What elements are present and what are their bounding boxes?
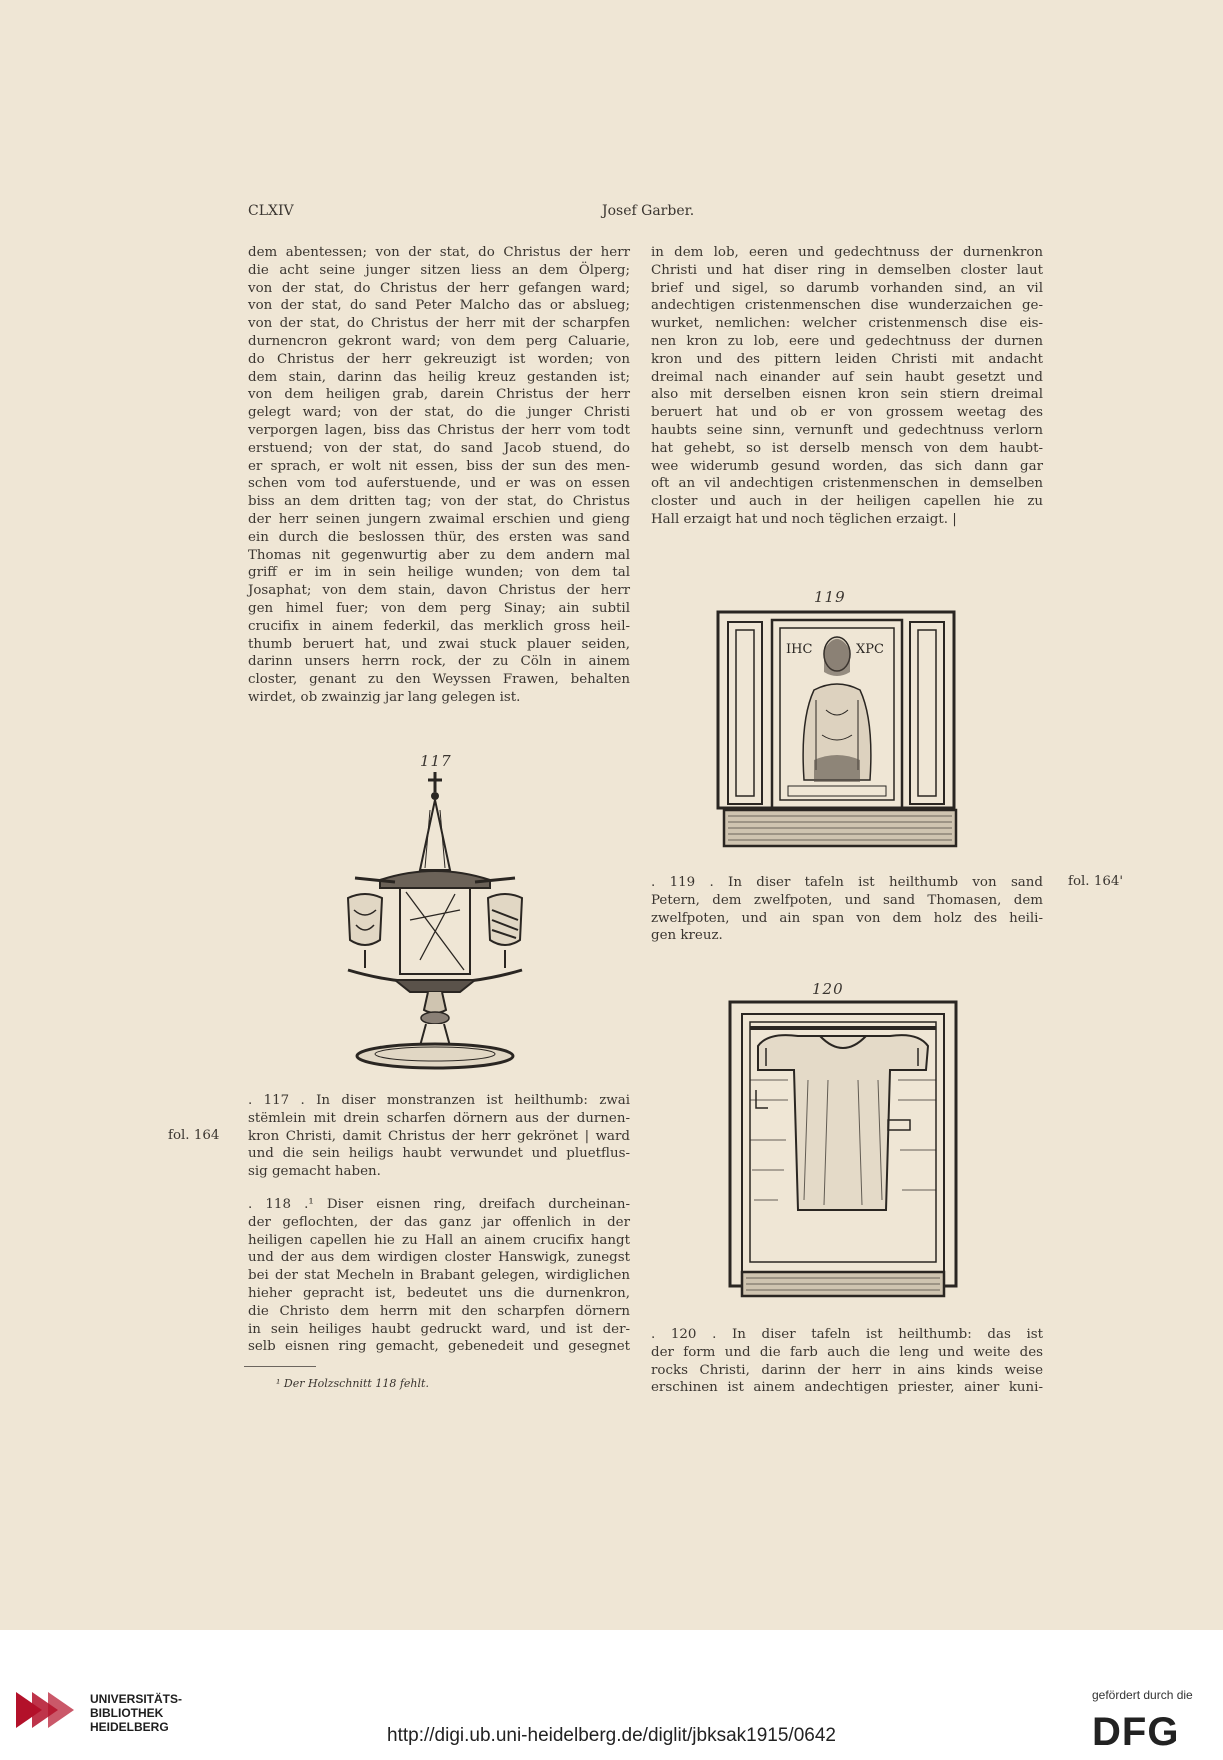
footnote-rule — [244, 1366, 316, 1367]
library-line-3: HEIDELBERG — [90, 1720, 169, 1734]
text-line: die Christo dem herrn mit den scharpfen dörnern — [248, 1303, 630, 1319]
text-line: von der stat, do Christus der herr mit der scharpfen — [248, 316, 630, 332]
text-line: hieher gepracht ist, bedeutet uns die durnenkron, — [248, 1285, 630, 1301]
text-line: gen kreuz. — [651, 928, 723, 944]
text-line: selb eisnen ring gemacht, gebenedeit und gesegnet — [248, 1339, 630, 1355]
figure-117-woodcut — [340, 770, 530, 1072]
text-line: also mit derselben eisnen kron sein stiern dreimal — [651, 387, 1043, 403]
text-line: dem stain, darinn das heilig kreuz gestanden ist; — [248, 369, 630, 385]
library-line-1: UNIVERSITÄTS- — [90, 1692, 183, 1706]
text-line: thumb beruert hat, und zwai stuck plauer seiden, — [248, 636, 630, 652]
caption-119 — [651, 874, 1043, 945]
text-line: in dem lob, eeren und gedechtnuss der durnenkron — [651, 245, 1043, 260]
text-line: beruert hat und ob er von grossem weetag des — [651, 405, 1043, 421]
text-line: Petern, dem zwelfpoten, und sand Thomasen, dem — [651, 892, 1043, 908]
text-line: dem abentessen; von der stat, do Christus der herr — [248, 245, 630, 260]
text-line: . 117 . In diser monstranzen ist heilthumb: zwai — [248, 1093, 630, 1108]
running-head-author: Josef Garber. — [602, 203, 695, 219]
source-url-link[interactable]: http://digi.ub.uni-heidelberg.de/diglit/jbksak1915/0642 — [387, 1725, 836, 1746]
caption-118 — [248, 1196, 630, 1356]
figure-117-number: 117 — [420, 752, 452, 770]
text-line: und der aus dem wirdigen closter Hanswigk, zunegst — [248, 1250, 630, 1266]
text-line: closter, genant zu den Weyssen Frawen, behalten — [248, 672, 630, 688]
text-line: . 120 . In diser tafeln ist heilthumb: das ist — [651, 1327, 1043, 1342]
text-line: Josaphat; von dem stain, davon Christus der herr — [248, 583, 630, 599]
left-column-text — [248, 244, 630, 707]
text-line: heiligen capellen hie zu Hall an ainem crucifix hangt — [248, 1232, 630, 1248]
text-line: bei der stat Mecheln in Brabant gelegen, wirdiglichen — [248, 1268, 630, 1284]
text-line: schen vom tod auferstuende, und er was on essen — [248, 476, 630, 492]
text-line: der form und die farb auch die leng und weite des — [651, 1344, 1043, 1360]
text-line: . 119 . In diser tafeln ist heilthumb von sand — [651, 875, 1043, 890]
text-line: der geflochten, der das ganz jar offenlich in der — [248, 1214, 630, 1230]
figure-119-number: 119 — [814, 588, 846, 606]
text-line: wurket, nemlichen: welcher cristenmensch dise eis- — [651, 316, 1043, 332]
text-line: nen kron zu lob, eere und gedechtnuss der durnen — [651, 333, 1043, 349]
figure-120-number: 120 — [812, 980, 844, 998]
text-line: er sprach, er wolt nit essen, biss der sun des men- — [248, 458, 630, 474]
figure-119-inscription-left: IHC — [786, 642, 813, 657]
text-line: von der stat, do sand Peter Malcho das or abslueg; — [248, 298, 630, 314]
text-line: kron Christi, damit Christus der herr gekrönet | ward — [248, 1128, 630, 1144]
text-line: erschinen ist ainem andechtigen priester, ainer kuni- — [651, 1380, 1043, 1396]
text-line: gen himel fuer; von dem perg Sinay; ain subtil — [248, 600, 630, 616]
text-line: wirdet, ob zwainzig jar lang gelegen ist. — [248, 689, 521, 705]
text-line: do Christus der herr gekreuzigt ist worden; von — [248, 351, 630, 367]
text-line: closter und auch in der heiligen capellen hie zu — [651, 494, 1043, 510]
text-line: andechtigen cristenmenschen dise wunderzaichen ge- — [651, 298, 1043, 314]
figure-119-woodcut — [716, 610, 964, 850]
text-line: erstuend; von der stat, do sand Jacob stuend, do — [248, 440, 630, 456]
text-line: biss an dem dritten tag; von der stat, do Christus — [248, 494, 630, 510]
text-line: hat gehebt, so ist derselb mensch von dem haubt- — [651, 440, 1043, 456]
text-line: gelegt ward; von der stat, do die junger Christi — [248, 405, 630, 421]
text-line: zwelfpoten, und ain span von dem holz des heili- — [651, 910, 1043, 926]
figure-120-woodcut — [728, 1000, 960, 1300]
text-line: von dem heiligen grab, darein Christus der herr — [248, 387, 630, 403]
text-line: und die sein heiligs haubt verwundet und pluetflus- — [248, 1146, 630, 1162]
text-line: rocks Christi, darinn der herr in ains kinds weise — [651, 1362, 1043, 1378]
text-line: sig gemacht haben. — [248, 1164, 381, 1180]
footnote: ¹ Der Holzschnitt 118 fehlt. — [276, 1377, 429, 1390]
figure-119-inscription-right: XPC — [856, 642, 884, 657]
text-line: Hall erzaigt hat und noch tëglichen erzaigt. | — [651, 511, 957, 527]
margin-note-left: fol. 164 — [168, 1128, 220, 1143]
right-column-text — [651, 244, 1043, 529]
text-line: ein durch die beslossen thür, des ersten was sand — [248, 529, 630, 545]
text-line: griff er im in sein heilige wunden; von dem tal — [248, 565, 630, 581]
caption-117 — [248, 1092, 630, 1181]
text-line: die acht seine junger sitzen liess an dem Ölperg; — [248, 262, 630, 278]
text-line: stëmlein mit drein scharfen dörnern aus der durnen- — [248, 1110, 630, 1126]
margin-note-right: fol. 164' — [1068, 874, 1124, 889]
text-line: der herr seinen jungern zwaimal erschien und gieng — [248, 511, 630, 527]
text-line: brief und sigel, so darumb vorhanden sind, an vil — [651, 280, 1043, 296]
text-line: von der stat, do Christus der herr gefangen ward; — [248, 280, 630, 296]
text-line: crucifix in ainem federkil, das merklich gross heil- — [248, 618, 630, 634]
text-line: darinn unsers herrn rock, der zu Cöln in ainem — [248, 654, 630, 670]
text-line: kron und des pittern leiden Christi mit andacht — [651, 351, 1043, 367]
text-line: haubts seine sinn, vernunft und gedechtnuss verlorn — [651, 422, 1043, 438]
text-line: oft an vil andechtigen cristenmenschen in demselben — [651, 476, 1043, 492]
text-line: . 118 .¹ Diser eisnen ring, dreifach durcheinan- — [248, 1197, 630, 1212]
text-line: verporgen lagen, biss das Christus der herr vom todt — [248, 422, 630, 438]
library-line-2: BIBLIOTHEK — [90, 1706, 164, 1720]
caption-120 — [651, 1326, 1043, 1397]
funding-caption: gefördert durch die — [1092, 1688, 1193, 1702]
page-folio: CLXIV — [248, 203, 294, 219]
text-line: dreimal nach einander auf sein haubt gesetzt und — [651, 369, 1043, 385]
text-line: durnencron gekront ward; von dem perg Caluarie, — [248, 333, 630, 349]
dfg-logo: DFG — [1092, 1710, 1180, 1754]
text-line: in sein heiliges haubt gedruckt ward, und ist der- — [248, 1321, 630, 1337]
text-line: Christi und hat diser ring in demselben closter laut — [651, 262, 1043, 278]
text-line: Thomas nit gegenwurtig aber zu dem andern mal — [248, 547, 630, 563]
text-line: wee widerumb gesund worden, das sich dann gar — [651, 458, 1043, 474]
